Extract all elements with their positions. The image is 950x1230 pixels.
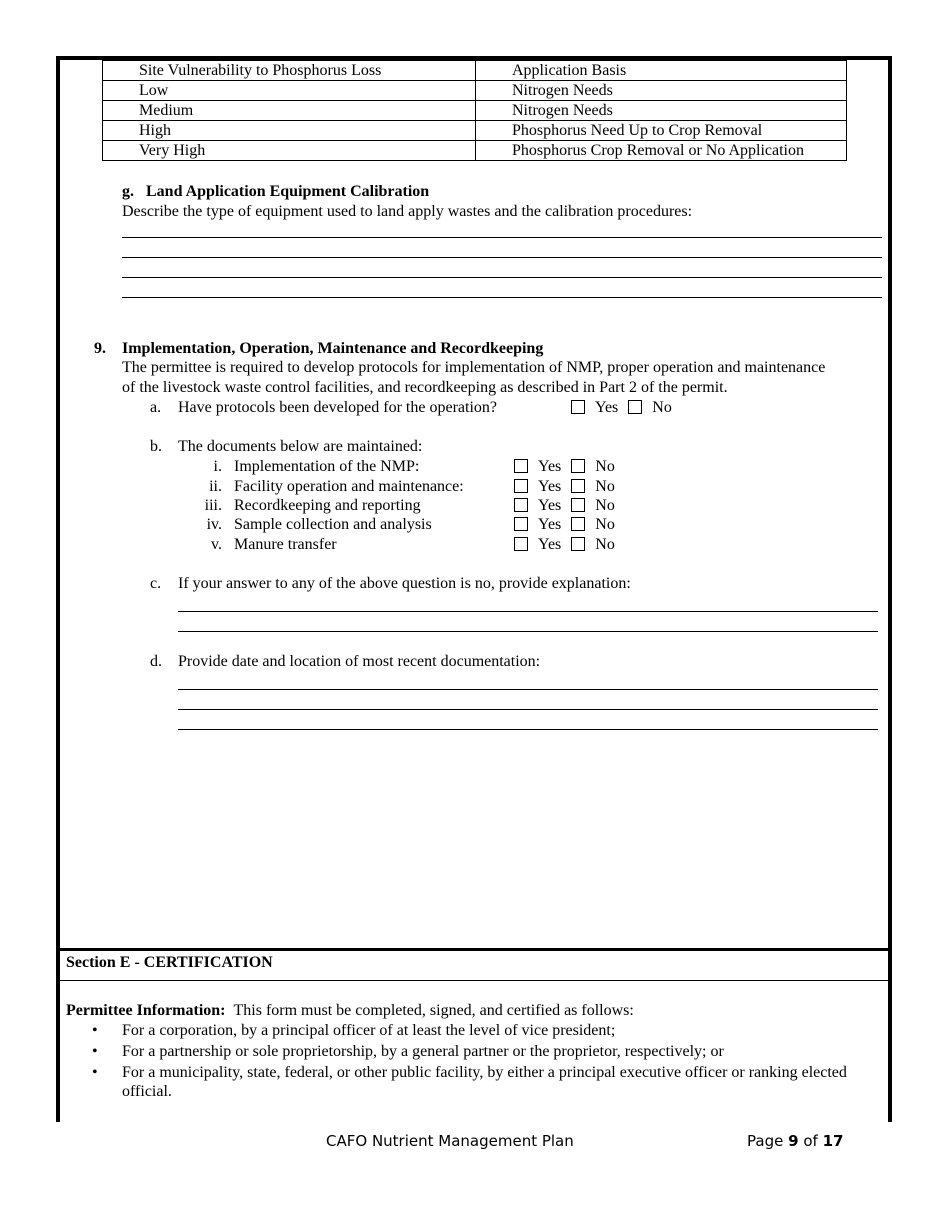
no-checkbox[interactable] xyxy=(628,400,642,414)
section-9-desc-line2: of the livestock waste control facilities, and recordkeeping as described in Part 2 of the permit. xyxy=(122,379,728,396)
footer-doc-title: CAFO Nutrient Management Plan xyxy=(326,1132,574,1150)
answer-line[interactable] xyxy=(122,257,882,258)
phosphorus-table xyxy=(102,60,847,161)
no-label: No xyxy=(595,497,615,514)
no-label: No xyxy=(652,399,672,416)
no-label: No xyxy=(595,536,615,553)
page-word: Page xyxy=(747,1132,784,1150)
page-num: 9 xyxy=(788,1132,799,1150)
no-label: No xyxy=(595,458,615,475)
answer-line[interactable] xyxy=(178,611,878,612)
no-label: No xyxy=(595,478,615,495)
bullet-icon: • xyxy=(92,1064,98,1081)
table-header-cell: Site Vulnerability to Phosphorus Loss xyxy=(103,61,476,81)
table-cell: Nitrogen Needs xyxy=(476,81,847,101)
table-row xyxy=(103,141,847,161)
table-header-row xyxy=(103,61,847,81)
item-numeral: v. xyxy=(211,536,222,553)
yes-label: Yes xyxy=(538,458,562,475)
section-e-title: Section E - CERTIFICATION xyxy=(66,954,273,971)
table-cell: Nitrogen Needs xyxy=(476,101,847,121)
item-text: Implementation of the NMP: xyxy=(234,458,420,475)
page-total: 17 xyxy=(822,1132,844,1150)
bullet-icon: • xyxy=(92,1043,98,1060)
yes-checkbox[interactable] xyxy=(514,498,528,512)
table-cell: Medium xyxy=(103,101,476,121)
yes-checkbox[interactable] xyxy=(571,400,585,414)
section-9-title: Implementation, Operation, Maintenance and Recordkeeping xyxy=(122,340,544,357)
question-d-letter: d. xyxy=(150,653,162,670)
no-checkbox[interactable] xyxy=(571,537,585,551)
yes-checkbox[interactable] xyxy=(514,479,528,493)
yes-label: Yes xyxy=(538,497,562,514)
bullet-text: For a partnership or sole proprietorship, by a general partner or the proprietor, respectively; or xyxy=(122,1043,724,1060)
table-cell: Phosphorus Need Up to Crop Removal xyxy=(476,121,847,141)
yes-checkbox[interactable] xyxy=(514,517,528,531)
question-a-letter: a. xyxy=(150,399,162,416)
no-checkbox[interactable] xyxy=(571,479,585,493)
section-g-prompt: Describe the type of equipment used to land apply wastes and the calibration procedures: xyxy=(122,203,693,220)
answer-line[interactable] xyxy=(178,689,878,690)
yes-label: Yes xyxy=(595,399,619,416)
table-cell: Low xyxy=(103,81,476,101)
footer-page-number xyxy=(747,1132,843,1150)
item-text: Manure transfer xyxy=(234,536,337,553)
item-numeral: iv. xyxy=(206,516,222,533)
section-e-header xyxy=(58,948,892,981)
answer-line[interactable] xyxy=(122,277,882,278)
answer-line[interactable] xyxy=(178,709,878,710)
table-row xyxy=(103,81,847,101)
question-a-text: Have protocols been developed for the operation? xyxy=(178,399,497,416)
item-yes-no xyxy=(514,457,615,477)
yes-checkbox[interactable] xyxy=(514,537,528,551)
question-b-letter: b. xyxy=(150,438,162,455)
table-cell: High xyxy=(103,121,476,141)
question-b-text: The documents below are maintained: xyxy=(178,438,423,455)
answer-line[interactable] xyxy=(122,237,882,238)
table-cell: Very High xyxy=(103,141,476,161)
question-c-text: If your answer to any of the above question is no, provide explanation: xyxy=(178,575,631,592)
question-a-yes-no xyxy=(571,398,672,418)
item-numeral: i. xyxy=(213,458,222,475)
yes-label: Yes xyxy=(538,478,562,495)
bullet-text: For a municipality, state, federal, or other public facility, by either a principal executive officer or ranking elected xyxy=(122,1064,847,1081)
section-g-title: Land Application Equipment Calibration xyxy=(146,183,430,200)
item-yes-no xyxy=(514,535,615,555)
item-numeral: ii. xyxy=(209,478,222,495)
answer-line[interactable] xyxy=(122,297,882,298)
section-g-heading xyxy=(122,182,429,202)
yes-label: Yes xyxy=(538,516,562,533)
item-numeral: iii. xyxy=(204,497,222,514)
yes-checkbox[interactable] xyxy=(514,459,528,473)
no-checkbox[interactable] xyxy=(571,459,585,473)
item-text: Recordkeeping and reporting xyxy=(234,497,421,514)
yes-label: Yes xyxy=(538,536,562,553)
permittee-text: This form must be completed, signed, and certified as follows: xyxy=(233,1002,634,1019)
no-checkbox[interactable] xyxy=(571,498,585,512)
bullet-icon: • xyxy=(92,1022,98,1039)
no-label: No xyxy=(595,516,615,533)
table-row xyxy=(103,121,847,141)
permittee-label: Permittee Information: xyxy=(66,1002,226,1019)
item-text: Sample collection and analysis xyxy=(234,516,432,533)
answer-line[interactable] xyxy=(178,729,878,730)
item-yes-no xyxy=(514,515,615,535)
answer-line[interactable] xyxy=(178,631,878,632)
table-row xyxy=(103,101,847,121)
section-9-number: 9. xyxy=(94,340,106,357)
of-word: of xyxy=(803,1132,818,1150)
bullet-text: For a corporation, by a principal officer of at least the level of vice president; xyxy=(122,1022,616,1039)
item-yes-no xyxy=(514,496,615,516)
question-d-text: Provide date and location of most recent documentation: xyxy=(178,653,541,670)
table-cell: Phosphorus Crop Removal or No Application xyxy=(476,141,847,161)
table-header-cell: Application Basis xyxy=(476,61,847,81)
no-checkbox[interactable] xyxy=(571,517,585,531)
permittee-info xyxy=(66,1001,634,1021)
bullet-text-continued: official. xyxy=(122,1083,172,1100)
section-9-desc-line1: The permittee is required to develop protocols for implementation of NMP, proper operation and maintenance xyxy=(122,359,826,376)
question-c-letter: c. xyxy=(150,575,162,592)
item-yes-no xyxy=(514,477,615,497)
item-text: Facility operation and maintenance: xyxy=(234,478,464,495)
section-g-letter: g. xyxy=(122,183,134,200)
